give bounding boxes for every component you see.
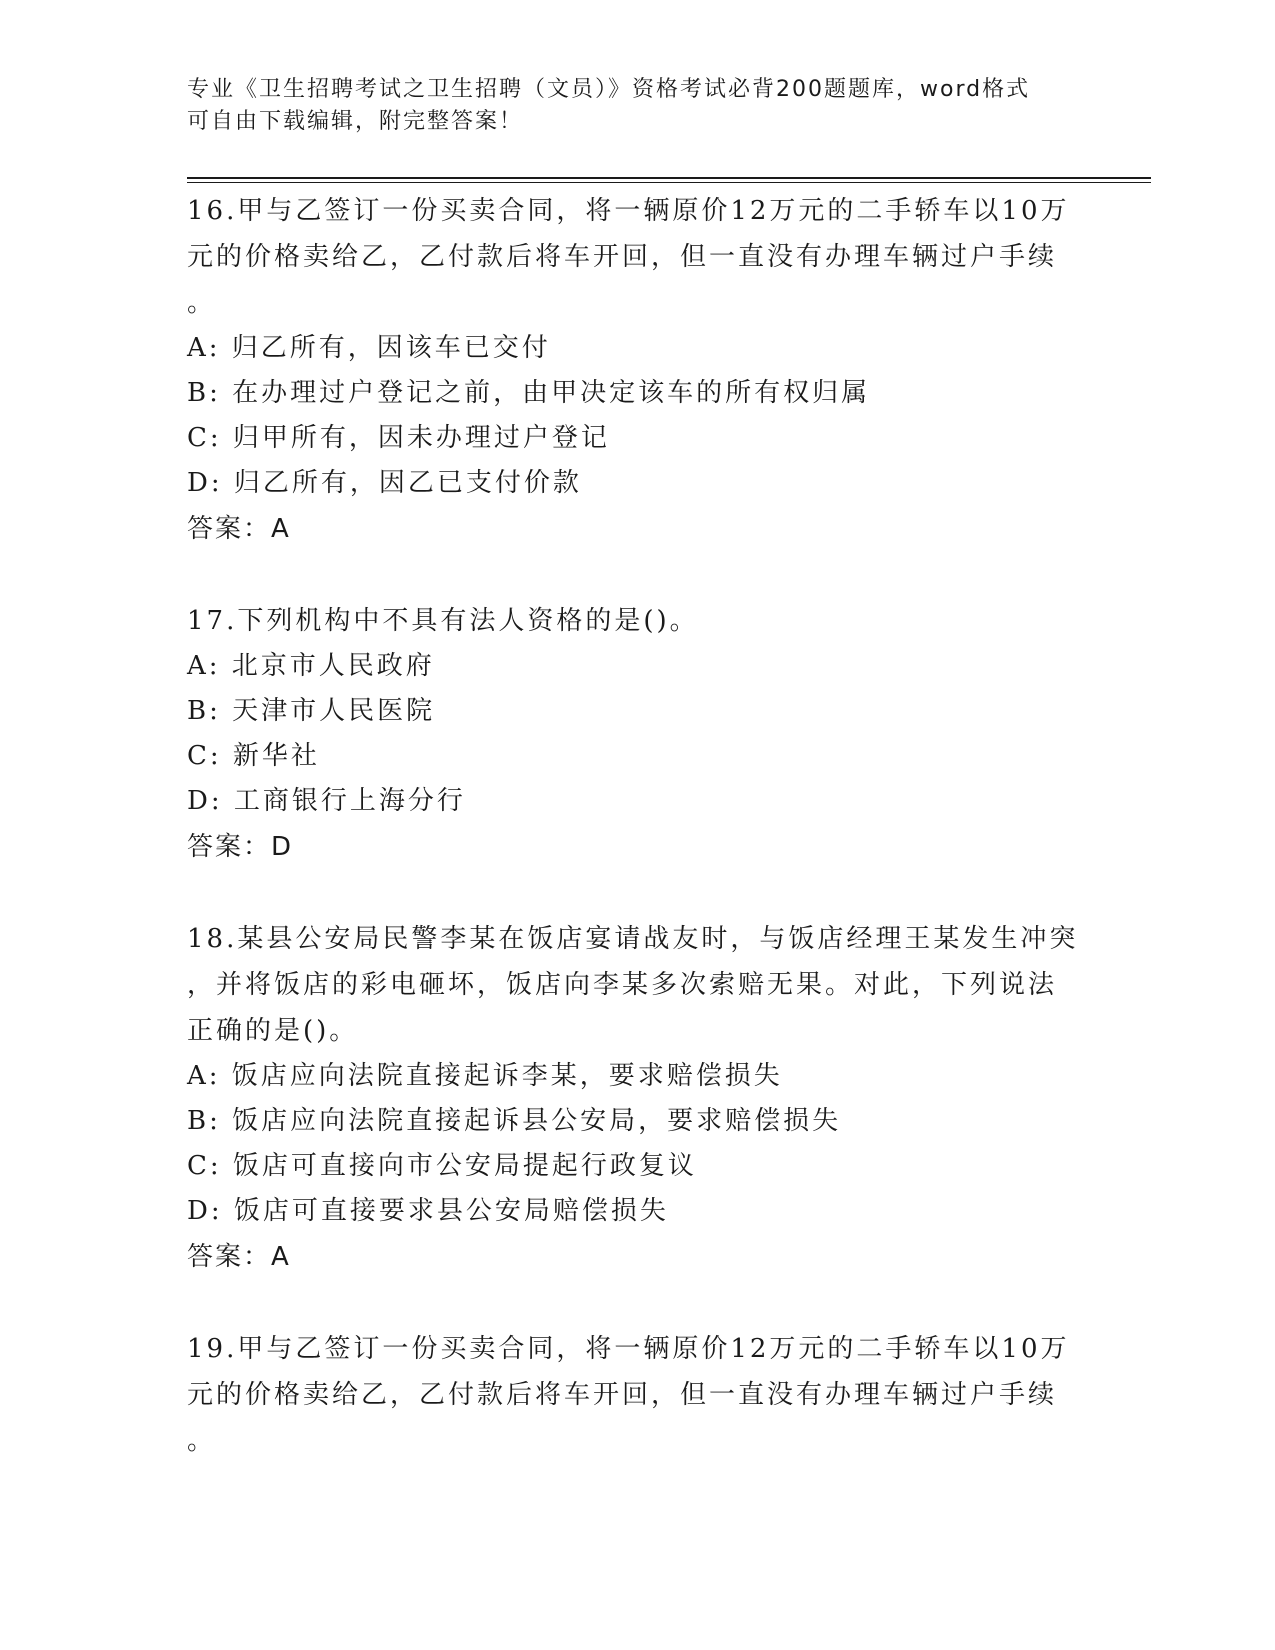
option-b: B: 饭店应向法院直接起诉县公安局，要求赔偿损失	[187, 1106, 842, 1136]
option-d: D: 饭店可直接要求县公安局赔偿损失	[187, 1196, 669, 1226]
question-text: 。	[187, 1426, 217, 1456]
answer: 答案：A	[187, 1242, 291, 1272]
question-text: 18.某县公安局民警李某在饭店宴请战友时，与饭店经理王某发生冲突	[187, 924, 1079, 954]
document-header	[187, 74, 1067, 138]
question-text: 。	[187, 288, 217, 318]
option-c: C: 归甲所有，因未办理过户登记	[187, 423, 610, 453]
question-text: 正确的是()。	[187, 1016, 359, 1046]
question-18	[187, 916, 1087, 1280]
question-16	[187, 188, 1087, 552]
option-a: A: 北京市人民政府	[187, 651, 435, 681]
header-divider-thick	[187, 177, 1151, 179]
question-17	[187, 598, 1087, 870]
question-text: 元的价格卖给乙，乙付款后将车开回，但一直没有办理车辆过户手续	[187, 242, 1058, 272]
option-a: A: 归乙所有，因该车已交付	[187, 333, 551, 363]
option-d: D: 归乙所有，因乙已支付价款	[187, 468, 582, 498]
question-list	[187, 188, 1087, 1510]
question-text: ，并将饭店的彩电砸坏，饭店向李某多次索赔无果。对此，下列说法	[187, 970, 1058, 1000]
question-text: 16.甲与乙签订一份买卖合同，将一辆原价12万元的二手轿车以10万	[187, 196, 1070, 226]
question-text: 元的价格卖给乙，乙付款后将车开回，但一直没有办理车辆过户手续	[187, 1380, 1058, 1410]
answer: 答案：D	[187, 832, 294, 862]
question-text: 19.甲与乙签订一份买卖合同，将一辆原价12万元的二手轿车以10万	[187, 1334, 1070, 1364]
option-c: C: 饭店可直接向市公安局提起行政复议	[187, 1151, 697, 1181]
question-19	[187, 1326, 1087, 1464]
option-d: D: 工商银行上海分行	[187, 786, 466, 816]
option-b: B: 在办理过户登记之前，由甲决定该车的所有权归属	[187, 378, 871, 408]
option-b: B: 天津市人民医院	[187, 696, 436, 726]
header-line-1: 专业《卫生招聘考试之卫生招聘（文员）》资格考试必背200题题库，word格式	[187, 77, 1031, 102]
option-c: C: 新华社	[187, 741, 320, 771]
header-divider-thin	[187, 182, 1151, 183]
answer: 答案：A	[187, 514, 291, 544]
header-line-2: 可自由下载编辑，附完整答案！	[187, 109, 524, 134]
option-a: A: 饭店应向法院直接起诉李某，要求赔偿损失	[187, 1061, 783, 1091]
question-text: 17.下列机构中不具有法人资格的是()。	[187, 606, 699, 636]
